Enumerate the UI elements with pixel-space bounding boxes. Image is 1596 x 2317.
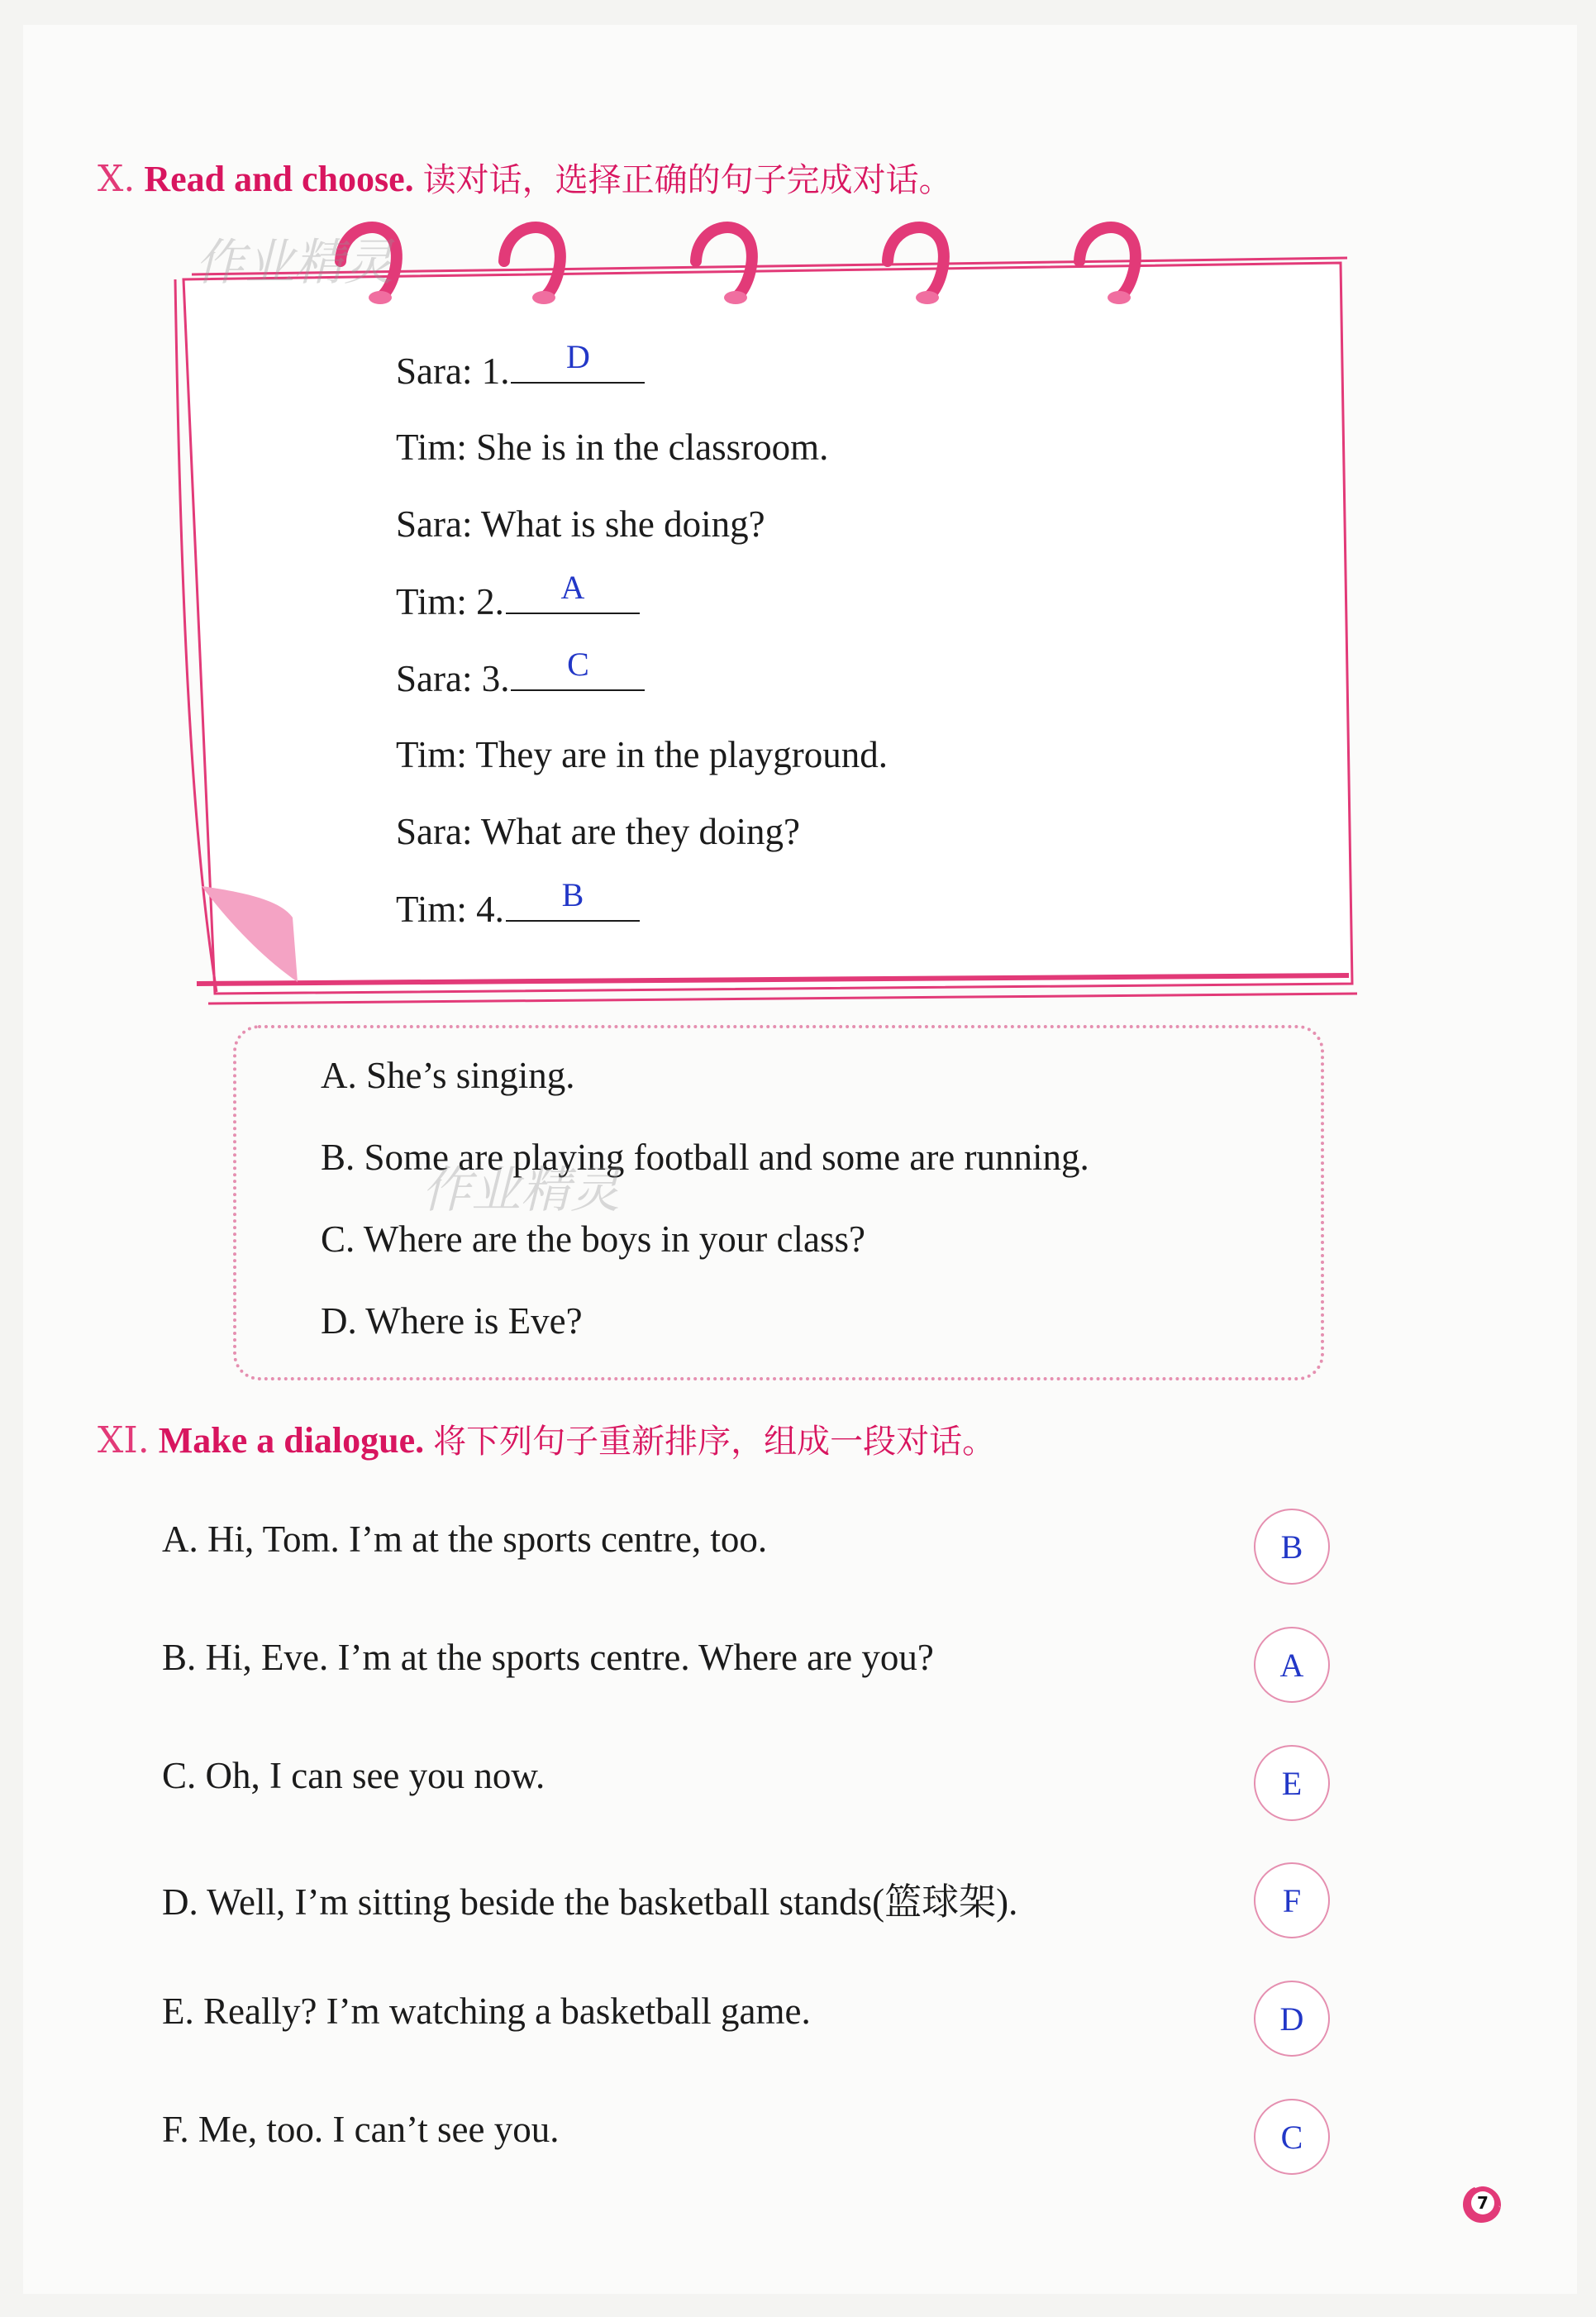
section-number: X. [98,158,136,200]
answer-circle-6[interactable]: C [1254,2099,1330,2175]
answer-circle-5[interactable]: D [1254,1981,1330,2057]
option-b: B. Some are playing football and some are running. [321,1137,1089,1178]
answer-circle-1[interactable]: B [1254,1509,1330,1585]
dialogue-line-3: Sara: What is she doing? [396,503,765,545]
answer-blank[interactable] [506,569,640,614]
sentence-c: C. Oh, I can see you now. [162,1755,545,1796]
dialogue-line-4: Tim: 2. A [396,579,640,623]
page-number: 7 [1471,2191,1494,2214]
option-a: A. She’s singing. [321,1055,575,1096]
section-title-en: Read and choose. [144,159,414,199]
dialogue-line-7: Sara: What are they doing? [396,811,800,852]
dialogue-line-5: Sara: 3. C [396,656,645,700]
answer-blank[interactable] [511,338,645,384]
answer-circle-4[interactable]: F [1254,1862,1330,1938]
answer-text: B [561,876,584,913]
answer-circle-2[interactable]: A [1254,1627,1330,1703]
answer-blank[interactable] [511,646,645,691]
answer-text: C [567,646,589,683]
section-title-en: Make a dialogue. [158,1420,425,1461]
answer-text: D [566,338,590,375]
section-title-cn: 读对话，选择正确的句子完成对话。 [422,161,952,199]
dialogue-line-8: Tim: 4. B [396,887,640,931]
sentence-f: F. Me, too. I can’t see you. [162,2109,560,2150]
watermark: 作业精灵 [422,1161,620,1219]
dialogue-line-1: Sara: 1. D [396,349,645,393]
sentence-a: A. Hi, Tom. I’m at the sports centre, too. [162,1518,768,1560]
dialogue-line-6: Tim: They are in the playground. [396,734,888,775]
option-c: C. Where are the boys in your class? [321,1218,865,1260]
answer-circle-3[interactable]: E [1254,1745,1330,1821]
dialogue-line-2: Tim: She is in the classroom. [396,427,829,468]
page-number-badge [1460,2183,1503,2226]
answer-blank[interactable] [506,876,640,922]
section-number: XI. [98,1419,150,1461]
section-title-cn: 将下列句子重新排序，组成一段对话。 [433,1423,996,1461]
watermark: 作业精灵 [195,234,393,292]
sentence-b: B. Hi, Eve. I’m at the sports centre. Where are you? [162,1637,934,1678]
notepad-illustration [0,0,1596,1033]
sentence-e: E. Really? I’m watching a basketball game. [162,1990,811,2032]
answer-text: A [560,569,585,606]
sentence-d: D. Well, I’m sitting beside the basketball stands(篮球架). [162,1881,1018,1923]
section-11-heading [98,1415,995,1462]
option-d: D. Where is Eve? [321,1300,583,1342]
